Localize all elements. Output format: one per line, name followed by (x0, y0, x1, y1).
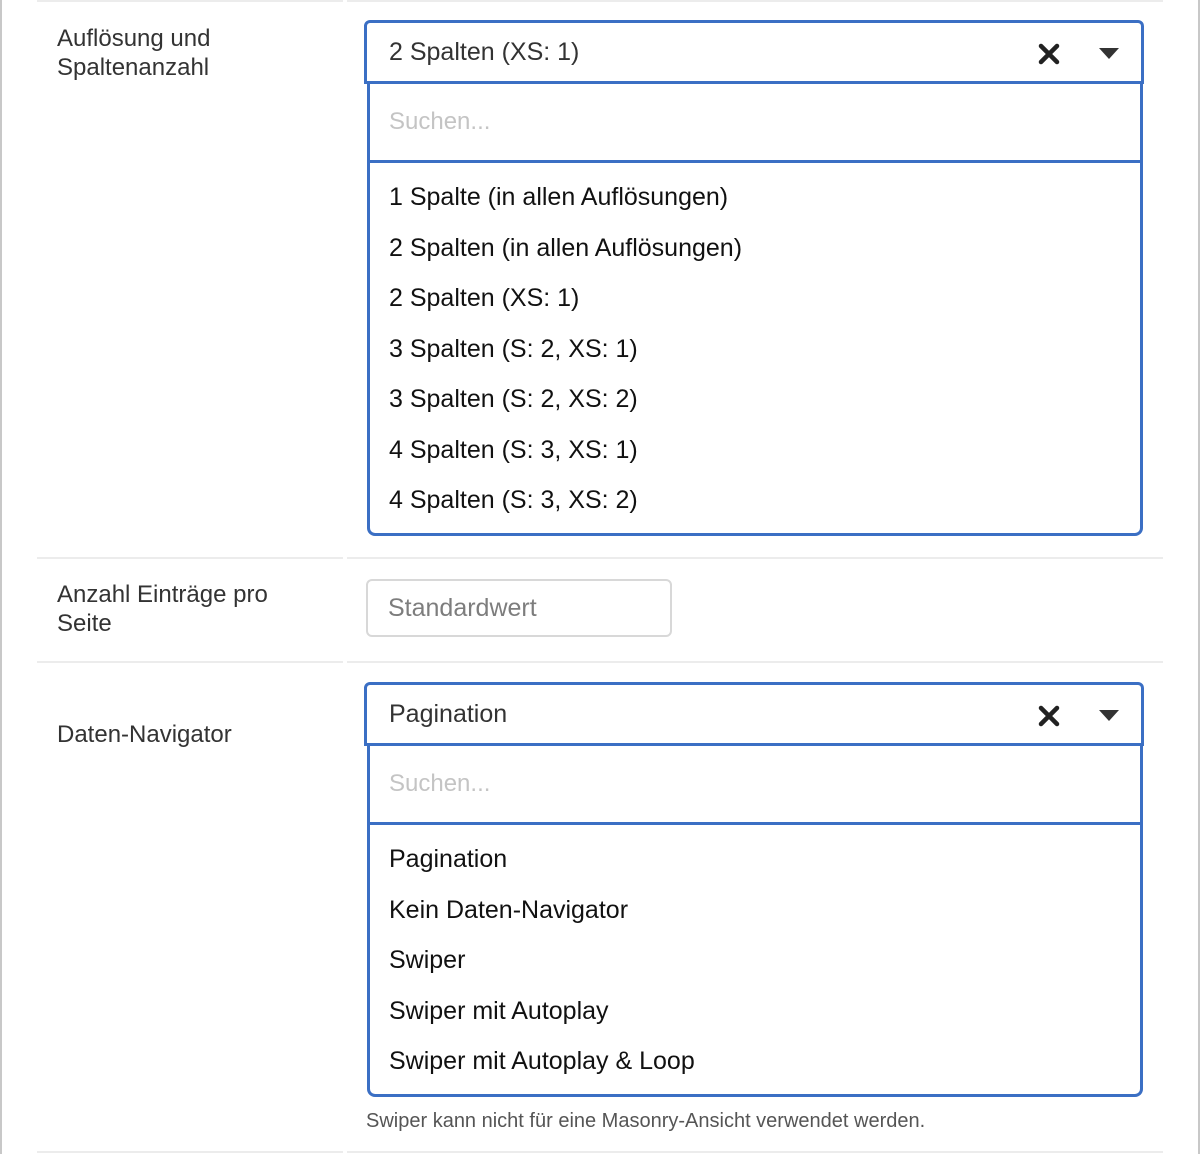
entries-per-page-input[interactable] (366, 579, 672, 637)
row-divider (347, 661, 1163, 663)
row-divider (37, 1151, 343, 1153)
caret-down-icon[interactable] (1099, 48, 1119, 59)
row-divider (37, 661, 343, 663)
data-navigator-option[interactable]: Kein Daten-Navigator (389, 895, 629, 924)
data-navigator-search-wrap (370, 746, 1140, 825)
resolution-option[interactable]: 2 Spalten (in allen Auflösungen) (389, 233, 743, 262)
data-navigator-option[interactable]: Swiper mit Autoplay & Loop (389, 1047, 695, 1075)
resolution-search-input[interactable] (389, 102, 1109, 142)
data-navigator-search-input[interactable] (389, 764, 1109, 804)
caret-down-icon[interactable] (1099, 710, 1119, 721)
resolution-option[interactable]: 4 Spalten (S: 3, XS: 2) (389, 486, 638, 514)
row-divider (37, 557, 343, 559)
resolution-option[interactable]: 3 Spalten (S: 2, XS: 1) (389, 334, 638, 363)
data-navigator-option[interactable]: Pagination (389, 845, 508, 873)
row-divider (37, 0, 343, 2)
data-navigator-help-text: Swiper kann nicht für eine Masonry-Ansicht verwendet werden. (366, 1110, 926, 1132)
data-navigator-option[interactable]: Swiper (389, 946, 466, 974)
resolution-label: Auflösung und Spaltenanzahl (57, 25, 211, 81)
data-navigator-selected-value: Pagination (389, 700, 508, 728)
frame-left-border (0, 0, 2, 1154)
entries-per-page-label: Anzahl Einträge pro Seite (57, 581, 268, 637)
resolution-option[interactable]: 2 Spalten (XS: 1) (389, 284, 580, 312)
resolution-option[interactable]: 4 Spalten (S: 3, XS: 1) (389, 435, 638, 464)
times-icon[interactable] (1035, 702, 1063, 730)
row-divider (347, 1151, 1163, 1153)
data-navigator-option[interactable]: Swiper mit Autoplay (389, 996, 609, 1025)
row-divider (347, 557, 1163, 559)
resolution-selected-value: 2 Spalten (XS: 1) (389, 38, 580, 66)
data-navigator-options (370, 825, 1140, 1087)
resolution-dropdown (367, 84, 1143, 536)
resolution-search-wrap (370, 84, 1140, 163)
data-navigator-dropdown (367, 746, 1143, 1097)
resolution-select[interactable] (364, 20, 1144, 84)
data-navigator-label: Daten-Navigator (57, 721, 232, 748)
row-divider (347, 0, 1163, 2)
times-icon[interactable] (1035, 40, 1063, 68)
data-navigator-select[interactable] (364, 682, 1144, 746)
resolution-options (370, 163, 1140, 526)
resolution-option[interactable]: 3 Spalten (S: 2, XS: 2) (389, 385, 638, 413)
resolution-option[interactable]: 1 Spalte (in allen Auflösungen) (389, 183, 729, 211)
